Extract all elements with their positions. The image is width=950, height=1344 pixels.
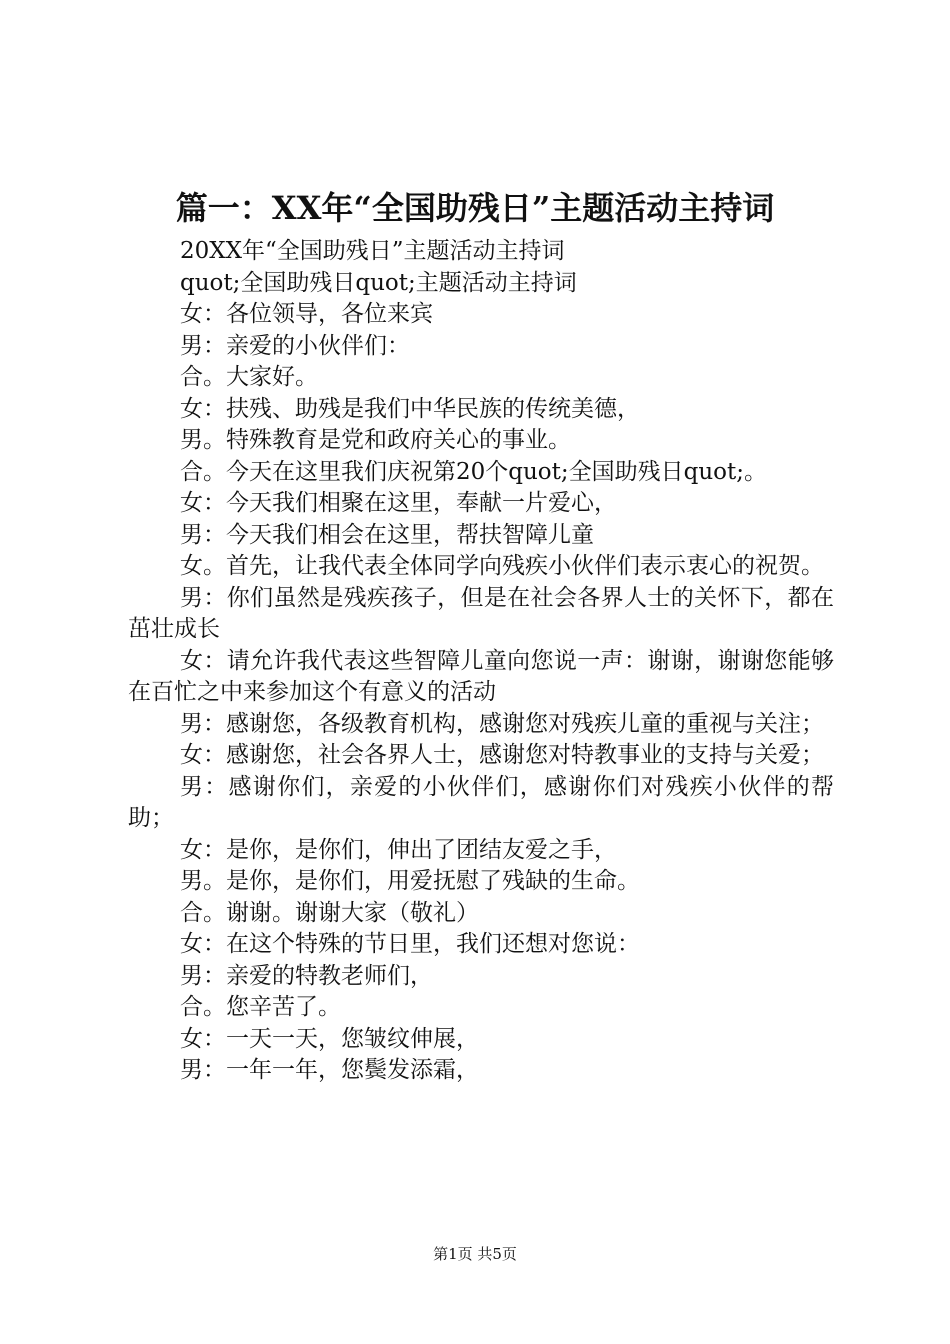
paragraph: quot;全国助残日quot;主题活动主持词 [180, 269, 577, 296]
paragraph: 女：扶残、助残是我们中华民族的传统美德， [180, 395, 640, 422]
paragraph: 男：你们虽然是残疾孩子，但是在社会各界人士的关怀下，都在茁壮成长 [128, 584, 834, 642]
paragraph: 女：是你，是你们，伸出了团结友爱之手， [180, 836, 617, 863]
page-number-footer: 第1页 共5页 [433, 1245, 517, 1263]
paragraph: 合。谢谢。谢谢大家（敬礼） [180, 899, 479, 926]
paragraph: 女。首先，让我代表全体同学向残疾小伙伴们表示衷心的祝贺。 [180, 553, 824, 579]
paragraph: 女：请允许我代表这些智障儿童向您说一声：谢谢，谢谢您能够在百忙之中来参加这个有意义的活动 [128, 647, 834, 705]
paragraph: 男：感谢您，各级教育机构，感谢您对残疾儿童的重视与关注； [180, 710, 824, 737]
paragraph: 合。您辛苦了。 [180, 994, 341, 1020]
document-body [128, 236, 834, 1087]
paragraph: 女：在这个特殊的节日里，我们还想对您说： [180, 931, 640, 957]
paragraph: 女：今天我们相聚在这里，奉献一片爱心， [180, 490, 617, 516]
paragraph: 男：亲爱的小伙伴们： [180, 332, 410, 359]
paragraph: 男：一年一年，您鬓发添霜， [180, 1057, 479, 1083]
paragraph: 女：一天一天，您皱纹伸展， [180, 1025, 479, 1052]
paragraph: 男：亲爱的特教老师们， [180, 962, 433, 989]
paragraph: 女：各位领导，各位来宾 [180, 301, 433, 327]
paragraph: 20XX年“全国助残日”主题活动主持词 [180, 238, 565, 264]
paragraph: 男。特殊教育是党和政府关心的事业。 [180, 427, 571, 453]
paragraph: 男：今天我们相会在这里，帮扶智障儿童 [180, 521, 594, 548]
paragraph: 男：感谢你们，亲爱的小伙伴们，感谢你们对残疾小伙伴的帮助； [128, 773, 834, 831]
paragraph: 女：感谢您，社会各界人士，感谢您对特教事业的支持与关爱； [180, 742, 824, 768]
document-title: 篇一：XX年“全国助残日”主题活动主持词 [175, 189, 775, 227]
paragraph: 合。今天在这里我们庆祝第20个quot;全国助残日quot;。 [180, 458, 768, 485]
paragraph: 男。是你，是你们，用爱抚慰了残缺的生命。 [180, 868, 640, 894]
paragraph: 合。大家好。 [180, 364, 318, 390]
